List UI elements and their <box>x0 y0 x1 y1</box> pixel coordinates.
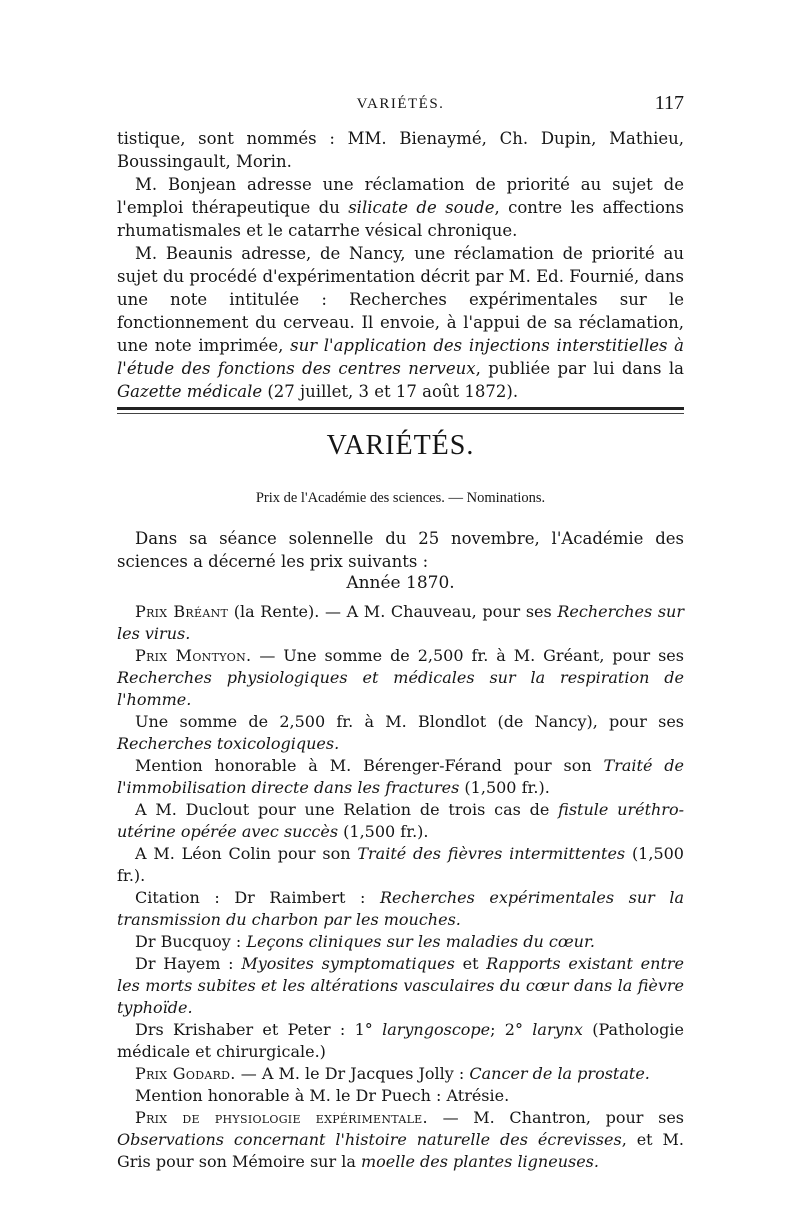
text-span: , contre les affections rhumatismales et le catarrhe vésical chronique. <box>117 198 684 240</box>
section-subtitle: Prix de l'Académie des sciences. — Nominations. <box>255 490 546 506</box>
prize-hayem <box>117 953 684 1019</box>
italic-span: laryngoscope <box>382 1020 491 1039</box>
italic-span: Rapports existant entre les morts subites et les altérations vasculaires du cœur dans la fièvre typhoïde. <box>117 954 685 1017</box>
italic-span: Traité de l'immobilisation directe dans les fractures <box>117 756 684 797</box>
prize-krishaber <box>117 1019 684 1063</box>
prize-label: Prix Montyon. <box>135 646 252 665</box>
prize-montyon <box>117 645 684 711</box>
text-span: tistique, sont nommés : MM. Bienaymé, Ch. Dupin, Mathieu, Boussingault, Morin. <box>117 129 684 171</box>
text-span: Dr Bucquoy : <box>135 932 247 951</box>
italic-span: larynx <box>532 1020 583 1039</box>
text-span: Drs Krishaber et Peter : 1° <box>135 1020 383 1039</box>
page-number: 117 <box>654 92 684 114</box>
prizes-list <box>117 601 684 1173</box>
prize-puech <box>117 1085 684 1107</box>
intro-paragraph: Dans sa séance solennelle du 25 novembre, l'Académie des sciences a décerné les prix suivants : <box>117 529 684 571</box>
text-span: (Pathologie médicale et chirurgicale.) <box>117 1020 685 1061</box>
section-rule-thin <box>117 413 684 414</box>
prize-raimbert <box>117 887 684 931</box>
text-span: (la Rente). — A M. Chauveau, pour ses <box>228 602 558 621</box>
text-span: Une somme de 2,500 fr. à M. Blondlot (de Nancy), pour ses <box>135 712 684 731</box>
year-heading: Année 1870. <box>346 573 455 593</box>
text-span: Dr Hayem : <box>135 954 242 973</box>
italic-span: sur l'application des injections interstitielles à l'étude des fonctions des centres nerveux <box>117 336 685 378</box>
italic-span: Recherches physiologiques et médicales sur la respiration de l'homme. <box>117 668 684 709</box>
text-span: A M. Léon Colin pour son <box>135 844 358 863</box>
text-span: Mention honorable à M. Bérenger-Férand pour son <box>135 756 604 775</box>
text-span: , publiée par lui dans la <box>475 359 684 378</box>
section-title: VARIÉTÉS. <box>326 430 475 461</box>
paragraph-bonjean <box>117 173 684 242</box>
italic-span: fistule uréthro-utérine opérée avec succès <box>117 800 684 841</box>
italic-span: Myosites symptomatiques <box>241 954 455 973</box>
prize-duclout <box>117 799 684 843</box>
paragraph-beaunis <box>117 242 684 403</box>
text-span: — M. Chantron, pour ses <box>427 1108 685 1127</box>
intro-block <box>117 527 684 573</box>
prize-label: Prix de physiologie expérimentale. <box>135 1108 428 1127</box>
text-span: (1,500 fr.). <box>338 822 429 841</box>
prize-label: Prix Bréant <box>135 602 229 621</box>
text-span: M. Bonjean adresse une réclamation de priorité au sujet de l'emploi thérapeutique du <box>117 175 684 217</box>
text-span: (27 juillet, 3 et 17 août 1872). <box>262 382 519 401</box>
italic-span: Gazette médicale <box>117 382 263 401</box>
prize-breant <box>117 601 684 645</box>
prize-label: Prix Godard. <box>135 1064 236 1083</box>
italic-span: Leçons cliniques sur les maladies du cœur. <box>246 932 595 951</box>
italic-span: Recherches toxicologiques. <box>117 734 340 753</box>
italic-span: Observations concernant l'histoire naturelle des écrevisses <box>117 1130 622 1149</box>
prize-berenger <box>117 755 684 799</box>
text-span: et <box>454 954 487 973</box>
prize-bucquoy <box>117 931 684 953</box>
top-text-block <box>117 127 684 403</box>
paragraph-continuation <box>117 127 684 173</box>
text-span: Citation : Dr Raimbert : <box>135 888 380 907</box>
text-span: — A M. le Dr Jacques Jolly : <box>235 1064 470 1083</box>
text-span: Mention honorable à M. le Dr Puech : Atrésie. <box>135 1086 510 1105</box>
text-span: (1,500 fr.). <box>459 778 550 797</box>
italic-span: moelle des plantes ligneuses. <box>360 1152 599 1171</box>
text-span: A M. Duclout pour une Relation de trois cas de <box>135 800 559 819</box>
prize-physiologie <box>117 1107 684 1173</box>
italic-span: Traité des fièvres intermittentes <box>357 844 626 863</box>
italic-span: Recherches sur les virus. <box>117 602 684 643</box>
prize-blondlot <box>117 711 684 755</box>
italic-span: Recherches expérimentales sur la transmission du charbon par les mouches. <box>117 888 685 929</box>
prize-godard <box>117 1063 684 1085</box>
section-rule-thick <box>117 407 684 410</box>
text-span: (1,500 fr.). <box>117 844 684 885</box>
text-span: ; 2° <box>490 1020 533 1039</box>
running-head: VARIÉTÉS. <box>356 96 445 112</box>
text-span: — Une somme de 2,500 fr. à M. Gréant, pour ses <box>251 646 684 665</box>
italic-span: silicate de soude <box>348 198 495 217</box>
text-span: M. Beaunis adresse, de Nancy, une réclamation de priorité au sujet du procédé d'expérimentation décrit par M. Ed. Fournié, dans une note intitulée : Recherches expérimentales sur le fonctionnement du cerveau. Il envoie, à l'appui de sa réclamation, une note imprimée, <box>117 244 684 355</box>
prize-colin <box>117 843 684 887</box>
text-span: , et M. Gris pour son Mémoire sur la <box>117 1130 685 1171</box>
italic-span: Cancer de la prostate. <box>469 1064 650 1083</box>
